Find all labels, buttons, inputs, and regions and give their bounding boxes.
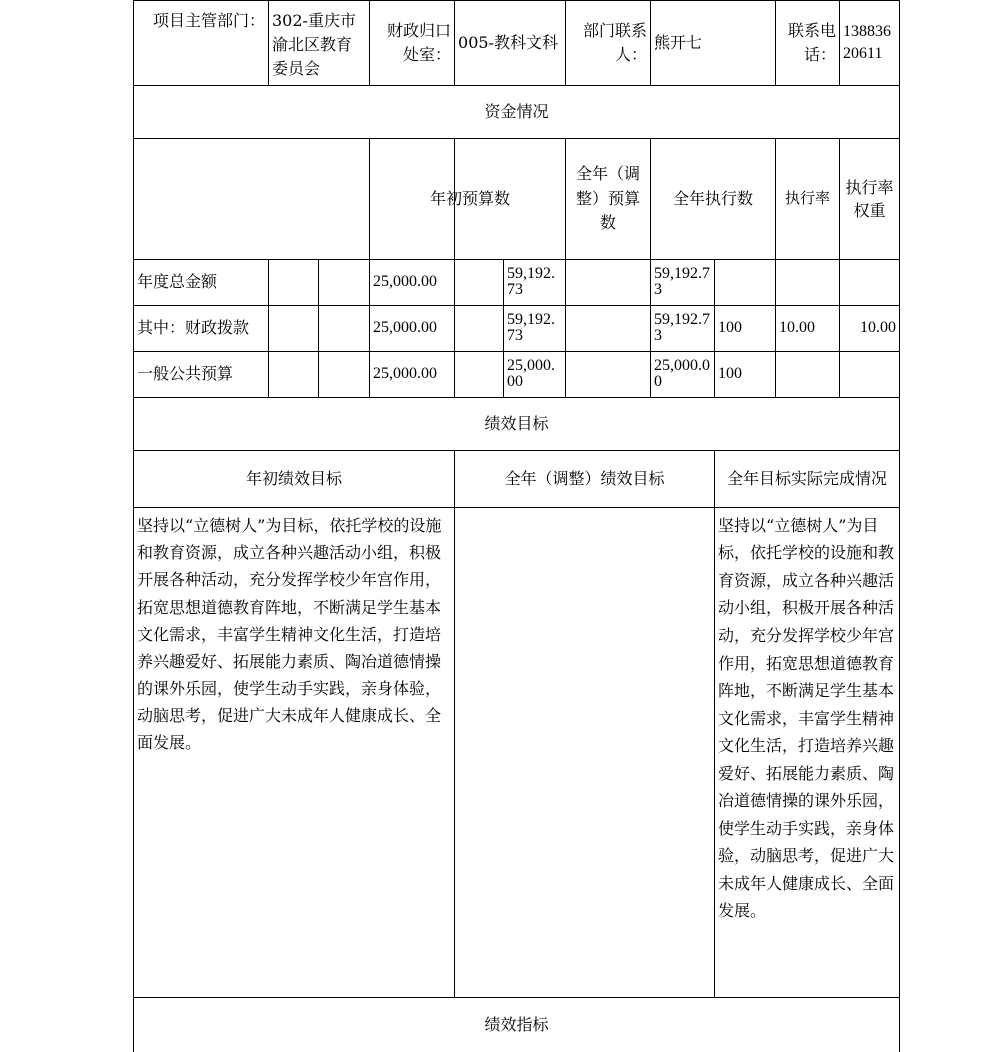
goals-header-row <box>134 450 900 507</box>
indicators-section-title: 绩效指标 <box>134 997 900 1052</box>
exec-rate-value <box>715 259 776 305</box>
rate-score-value: 10.00 <box>840 305 900 351</box>
initial-budget-value: 25,000.00 <box>370 259 455 305</box>
header-info-row <box>134 1 900 86</box>
dept-label: 项目主管部门： <box>134 1 269 86</box>
executed-value: 59,192.73 <box>651 305 715 351</box>
adjusted-budget-value: 25,000.00 <box>504 351 566 397</box>
initial-budget-value: 25,000.00 <box>370 305 455 351</box>
col-executed: 全年执行数 <box>651 139 776 260</box>
rate-weight-value <box>776 259 840 305</box>
col-initial-budget: 年初预算数 <box>415 139 526 260</box>
adjusted-budget-value: 59,192.73 <box>504 305 566 351</box>
adjusted-budget-value: 59,192.73 <box>504 259 566 305</box>
actual-completion-text: 坚持以“立德树人”为目标，依托学校的设施和教育资源，成立各种兴趣活动小组，积极开展各种活动，充分发挥学校少年宫作用，拓宽思想道德教育阵地，不断满足学生基本文化需求，丰富学生精神文化生活，打造培养兴趣爱好、拓展能力素质、陶冶道德情操的课外乐园，使学生动手实践，亲身体验，动脑思考，促进广大未成年人健康成长、全面发展。 <box>715 507 900 997</box>
phone-value: 13883620611 <box>840 1 900 86</box>
rate-weight-value <box>776 351 840 397</box>
executed-value: 25,000.00 <box>651 351 715 397</box>
finance-label: 财政归口处室： <box>370 1 455 86</box>
col-adjusted-goal: 全年（调整）绩效目标 <box>455 450 715 507</box>
funds-row <box>134 259 900 305</box>
row-label: 其中：财政拨款 <box>134 305 269 351</box>
exec-rate-value: 100 <box>715 305 776 351</box>
col-initial-goal: 年初绩效目标 <box>134 450 455 507</box>
col-actual-completion: 全年目标实际完成情况 <box>715 450 900 507</box>
rate-score-value <box>840 351 900 397</box>
goals-section-title: 绩效目标 <box>134 397 900 450</box>
goals-body-row <box>134 507 900 997</box>
funds-header-blank <box>134 139 370 260</box>
funds-row <box>134 305 900 351</box>
contact-label: 部门联系人： <box>566 1 651 86</box>
col-exec-rate: 执行率 <box>776 139 840 260</box>
exec-rate-value: 100 <box>715 351 776 397</box>
report-table <box>133 0 900 1052</box>
col-rate-weight: 执行率权重 <box>840 139 900 260</box>
finance-value: 005-教科文科 <box>455 1 566 86</box>
funds-header-row <box>134 139 900 260</box>
dept-value: 302-重庆市渝北区教育委员会 <box>269 1 370 86</box>
row-label: 年度总金额 <box>134 259 269 305</box>
executed-value: 59,192.73 <box>651 259 715 305</box>
funds-section-title: 资金情况 <box>134 86 900 139</box>
rate-score-value <box>840 259 900 305</box>
funds-row <box>134 351 900 397</box>
rate-weight-value: 10.00 <box>776 305 840 351</box>
initial-budget-value: 25,000.00 <box>370 351 455 397</box>
initial-goal-text: 坚持以“立德树人”为目标，依托学校的设施和教育资源，成立各种兴趣活动小组，积极开展各种活动，充分发挥学校少年宫作用，拓宽思想道德教育阵地，不断满足学生基本文化需求，丰富学生精神文化生活，打造培养兴趣爱好、拓展能力素质、陶冶道德情操的课外乐园，使学生动手实践，亲身体验，动脑思考，促进广大未成年人健康成长、全面发展。 <box>134 507 455 997</box>
adjusted-goal-text <box>455 507 715 997</box>
phone-label: 联系电话： <box>776 1 840 86</box>
contact-value: 熊开七 <box>651 1 776 86</box>
col-adjusted-budget: 全年（调整）预算数 <box>566 139 651 260</box>
performance-report-sheet <box>133 0 899 1034</box>
row-label: 一般公共预算 <box>134 351 269 397</box>
